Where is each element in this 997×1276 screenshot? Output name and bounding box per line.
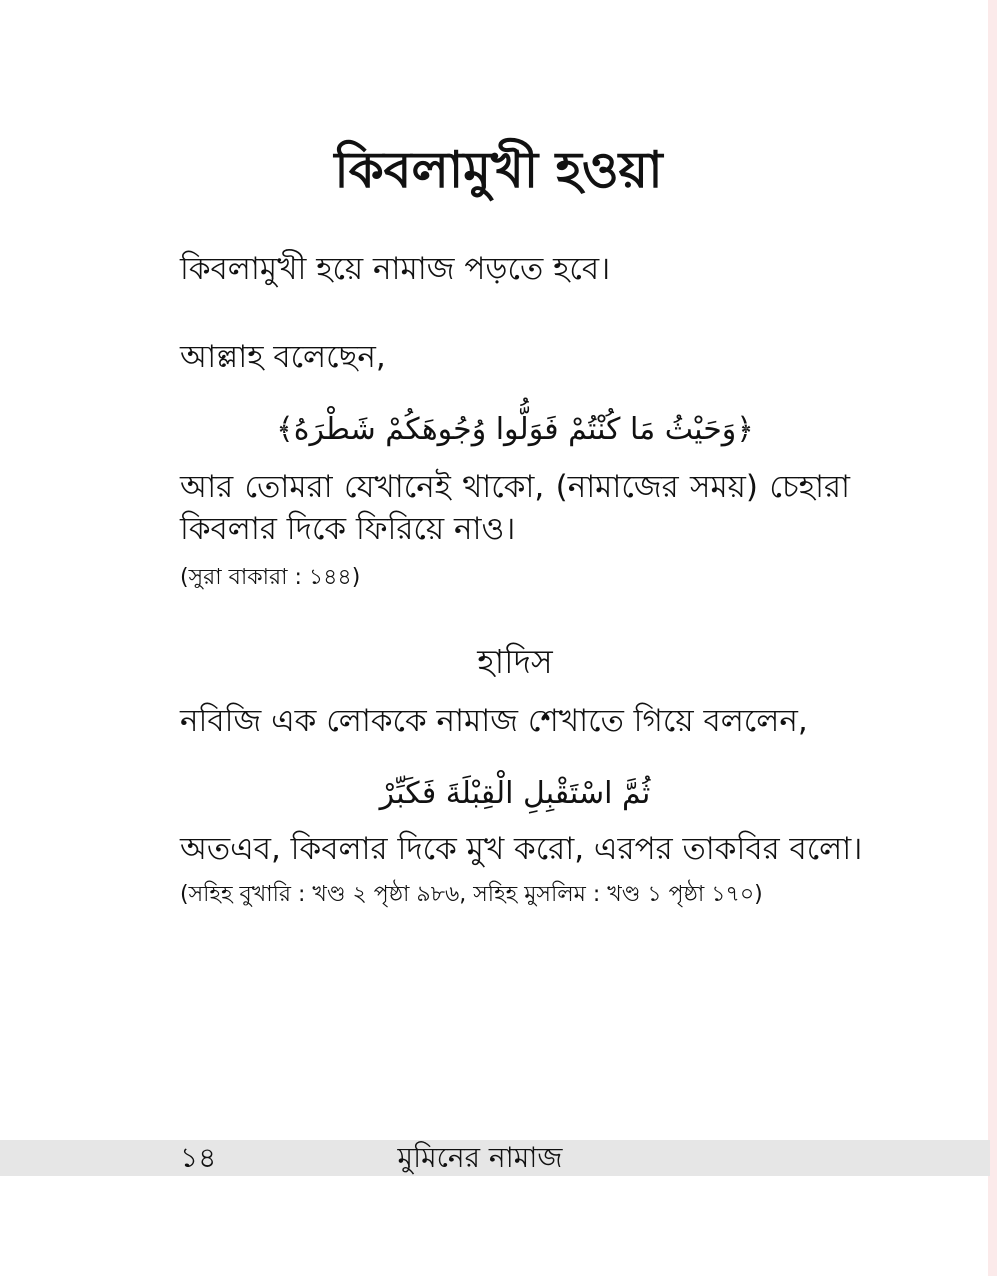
hadith-translation: অতএব, কিবলার দিকে মুখ করো, এরপর তাকবির বলো। (180, 831, 863, 867)
hadith-arabic-text: ثُمَّ اسْتَقْبِلِ الْقِبْلَةَ فَكَبِّرْ (379, 776, 651, 811)
hadith-heading: হাদিস (477, 642, 553, 681)
quran-translation-line-1: আর তোমরা যেখানেই থাকো, (নামাজের সময়) চেহারা (180, 469, 850, 505)
quran-arabic-verse: ﴿وَحَيْثُ مَا كُنْتُمْ فَوَلُّوا وُجُوهَكُمْ شَطْرَهُ﴾ (276, 412, 754, 447)
page-title: কিবলামুখী হওয়া (334, 141, 663, 199)
book-title: মুমিনের নামাজ (397, 1141, 563, 1174)
quran-translation-line-2: কিবলার দিকে ফিরিয়ে নাও। (180, 511, 516, 547)
hadith-intro: নবিজি এক লোককে নামাজ শেখাতে গিয়ে বললেন, (180, 703, 808, 739)
quran-intro: আল্লাহ বলেছেন, (180, 339, 386, 375)
hadith-reference: (সহিহ বুখারি : খণ্ড ২ পৃষ্ঠা ৯৮৬, সহিহ মুসলিম : খণ্ড ১ পৃষ্ঠা ১৭০) (180, 882, 763, 907)
quran-reference: (সুরা বাকারা : ১৪৪) (180, 565, 361, 590)
intro-text: কিবলামুখী হয়ে নামাজ পড়তে হবে। (180, 251, 611, 287)
page-number: ১৪ (180, 1141, 217, 1174)
